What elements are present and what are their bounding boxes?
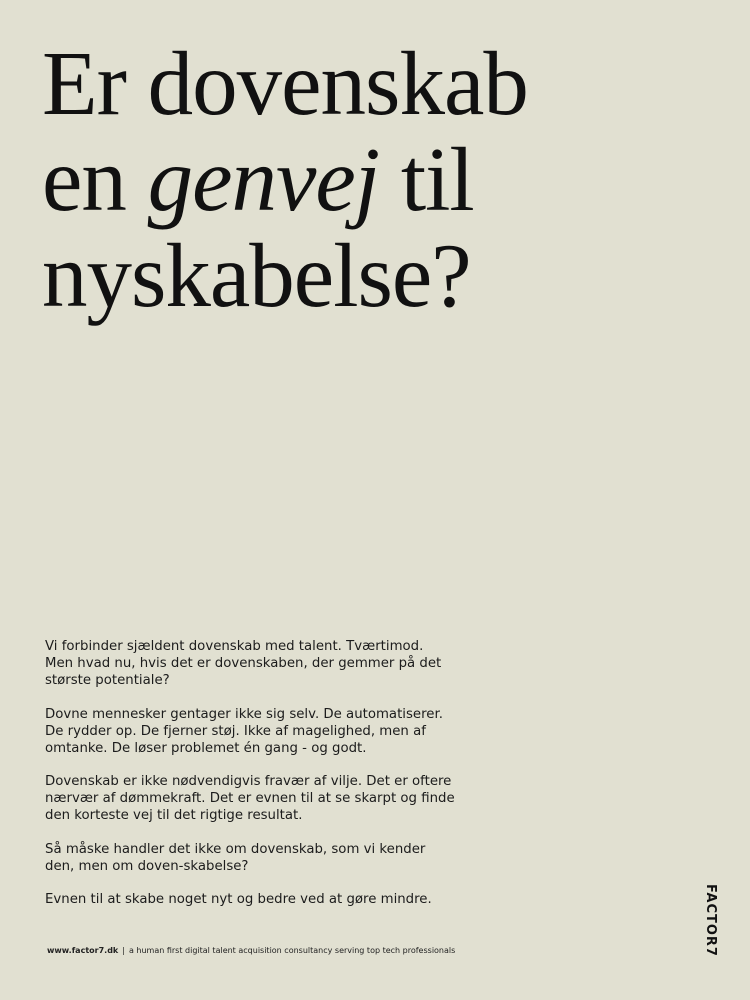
paragraph-5 [45, 891, 465, 908]
paragraph-line: Dovenskab er ikke nødvendigvis fravær af vilje. Det er oftere [45, 774, 452, 789]
headline-italic-word: genvej [147, 129, 380, 230]
paragraph-line: omtanke. De løser problemet én gang - og godt. [45, 740, 367, 756]
paragraph-line: den, men om doven-skabelse? [45, 858, 249, 874]
factor7-logo: FACTOR7 [703, 884, 718, 957]
headline-line-3: nyskabelse? [42, 225, 471, 326]
paragraph-line: Dovne mennesker gentager ikke sig selv. De automatiserer. [45, 706, 443, 722]
paragraph-line: Vi forbinder sjældent dovenskab med talent. Tværtimod. [45, 639, 424, 654]
paragraph-line: nærvær af dømmekraft. Det er evnen til at se skarpt og finde [45, 791, 455, 806]
headline-line-1: Er dovenskab [42, 33, 528, 134]
body-text [45, 638, 465, 925]
footer-tagline: a human first digital talent acquisition consultancy serving top tech professionals [128, 946, 456, 955]
footer-separator: | [122, 946, 125, 955]
footer [47, 946, 455, 955]
footer-url-link[interactable]: www.factor7.dk [47, 946, 119, 955]
paragraph-line: Men hvad nu, hvis det er dovenskaben, der gemmer på det [45, 656, 442, 671]
paragraph-line: De rydder op. De fjerner støj. Ikke af magelighed, men af [45, 723, 426, 739]
paragraph-3 [45, 773, 465, 824]
headline [42, 33, 528, 326]
headline-line-2-start: en [42, 129, 148, 230]
paragraph-line: Så måske handler det ikke om dovenskab, som vi kender [45, 841, 426, 857]
paragraph-1 [45, 638, 465, 689]
paragraph-4 [45, 841, 465, 875]
paragraph-2 [45, 706, 465, 757]
paragraph-line: største potentiale? [45, 673, 170, 688]
headline-line-2 [42, 129, 528, 230]
headline-line-2-end: til [379, 129, 474, 230]
paragraph-line: den korteste vej til det rigtige resultat. [45, 808, 303, 823]
paragraph-line: Evnen til at skabe noget nyt og bedre ved at gøre mindre. [45, 892, 432, 907]
